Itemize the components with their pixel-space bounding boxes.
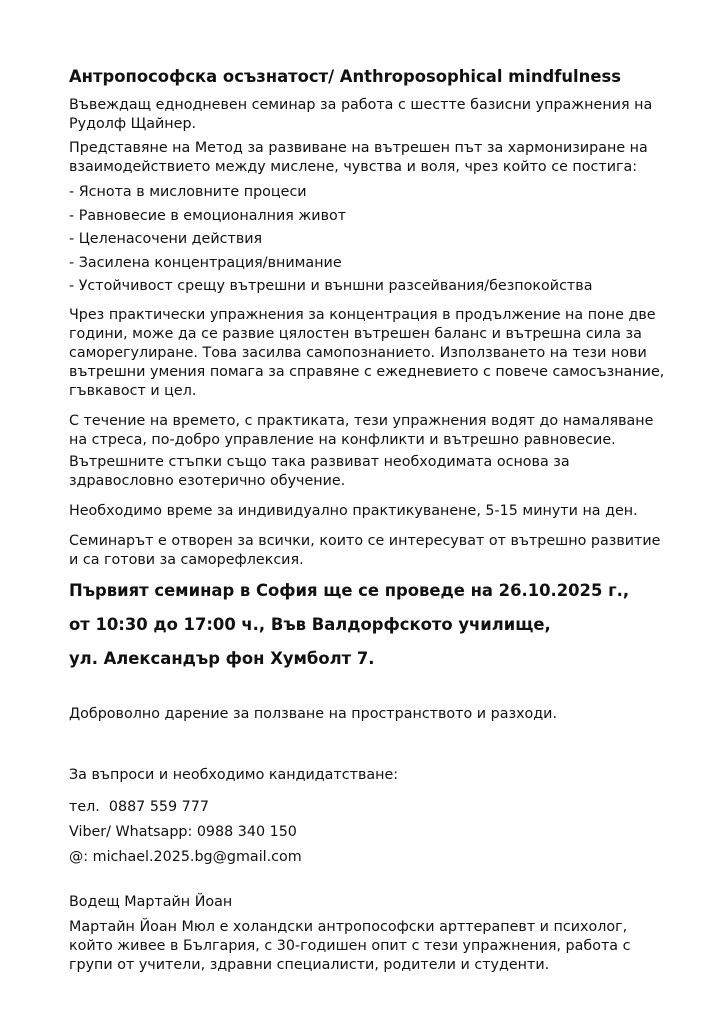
- list-item: - Яснота в мисловните процеси: [69, 184, 307, 200]
- steps-paragraph: Вътрешните стъпки също така развиват необходимата основа за здравословно езотерично обучение.: [69, 454, 570, 490]
- document-page: [69, 66, 669, 975]
- list-item: - Целенасочени действия: [69, 231, 263, 248]
- event-address-line: ул. Александър фон Хумболт 7.: [69, 649, 375, 669]
- open-for-paragraph: Семинарът е отворен за всички, които се интересуват от вътрешно развитие и са готови за саморефлексия.: [69, 533, 661, 569]
- email-line[interactable]: [69, 848, 669, 867]
- leader-heading: Водещ Мартайн Йоан: [69, 894, 233, 911]
- practice-paragraph: Чрез практически упражнения за концентрация в продължение на поне две години, може да се развие цялостен вътрешен баланс и вътрешна сила за саморегулиране. Това засилва самопознанието. Използването на тези нови вътрешни умения помага за справяне с ежедневието с повече самосъзнание, гъвкавост и цел.: [69, 307, 665, 400]
- list-item: - Равновесие в емоционалния живот: [69, 207, 347, 224]
- time-paragraph: С течение на времето, с практиката, тези упражнения водят до намаляване на стреса, по-добро управление на конфликти и вътрешно равновесие.: [69, 413, 654, 449]
- leader-bio-paragraph: Мартайн Йоан Мюл е холандски антропософски арттерапевт и психолог, който живее в България, с 30-годишен опит с тези упражнения, работа с групи от учители, здравни специалисти, родители и студенти.: [69, 919, 631, 974]
- list-item: - Устойчивост срещу вътрешни и външни разсейвания/безпокойства: [69, 278, 593, 295]
- viber-line: Viber/ Whatsapp: 0988 340 150: [69, 824, 297, 841]
- document-title: Антропософска осъзнатост/ Anthroposophical mindfulness: [69, 67, 621, 86]
- event-date-line: Първият семинар в София ще се проведе на 26.10.2025 г.,: [69, 581, 630, 601]
- email-link[interactable]: @: michael.2025.bg@gmail.com: [69, 849, 302, 866]
- phone-line: тел. 0887 559 777: [69, 799, 209, 816]
- method-intro-paragraph: Представяне на Метод за развиване на вътрешен път за хармонизиране на взаимодействието между мислене, чувства и воля, чрез който се постига:: [69, 140, 648, 175]
- event-time-place-line: от 10:30 до 17:00 ч., Във Валдорфското училище,: [69, 615, 551, 635]
- donation-paragraph: Доброволно дарение за ползване на пространството и разходи.: [69, 706, 557, 723]
- benefits-list: [69, 183, 669, 296]
- practice-time-paragraph: Необходимо време за индивидуално практикуванене, 5-15 минути на ден.: [69, 503, 638, 520]
- intro-paragraph: Въвеждащ еднодневен семинар за работа с шестте базисни упражнения на Рудолф Щайнер.: [69, 97, 653, 132]
- questions-heading: За въпроси и необходимо кандидатстване:: [69, 767, 399, 784]
- list-item: - Засилена концентрация/внимание: [69, 254, 342, 271]
